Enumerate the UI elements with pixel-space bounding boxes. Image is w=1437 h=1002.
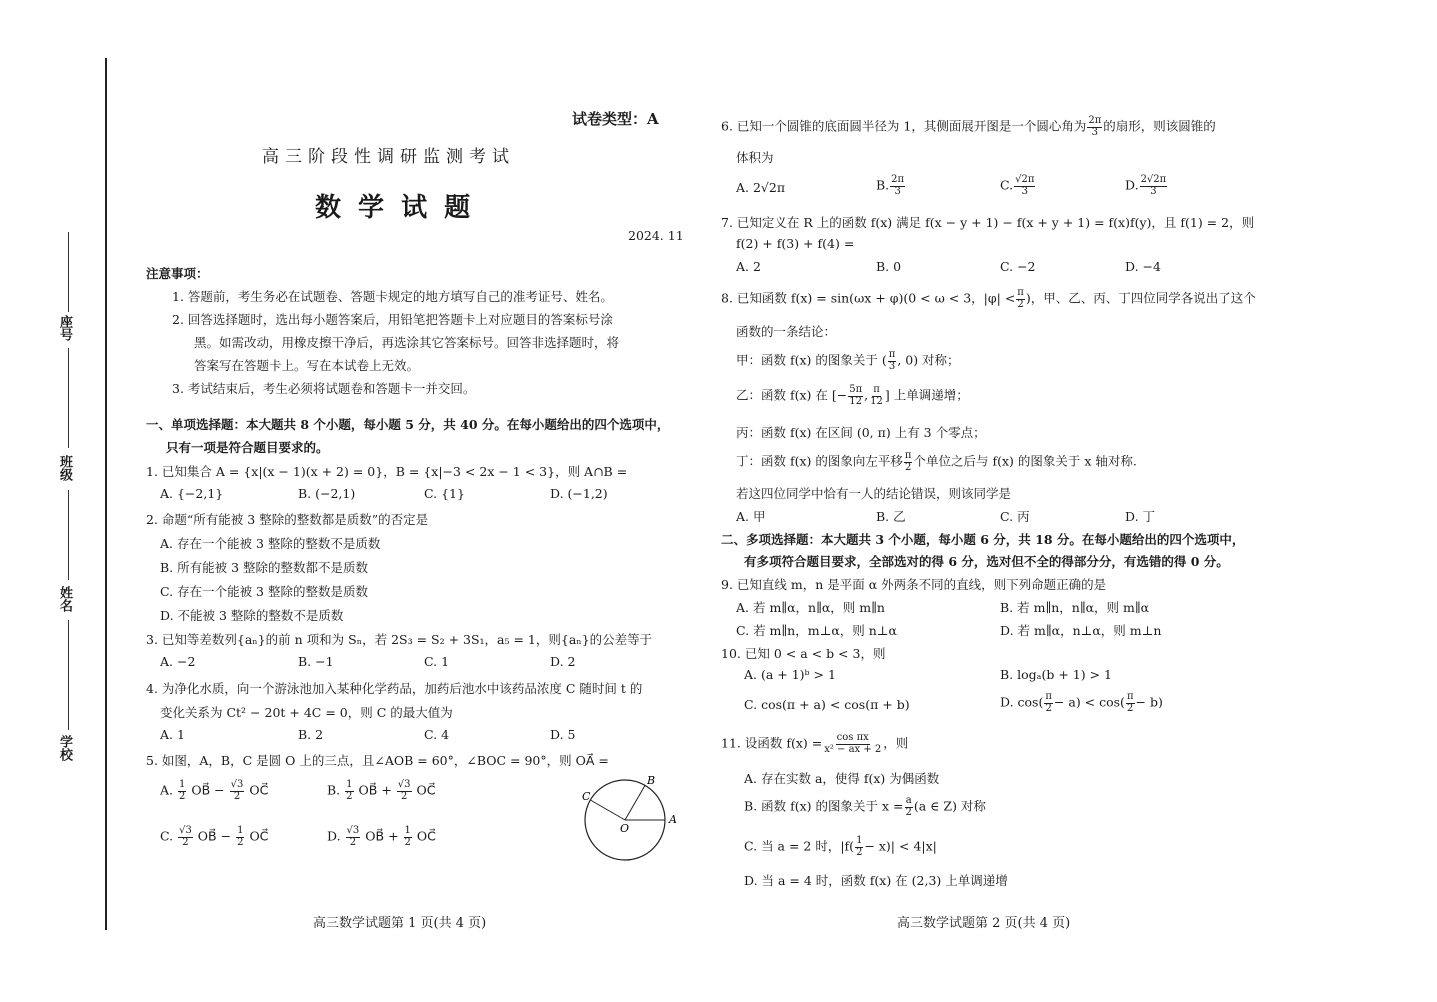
- notice-item-2-cont: 黑。如需改动，用橡皮擦干净后，再选涂其它答案标号。回答非选择题时，将: [194, 335, 620, 350]
- q11-b-pre: B. 函数 f(x) 的图象关于 x =: [744, 798, 904, 814]
- q4-stem: 4. 为净化水质，向一个游泳池加入某种化学药品，加药后池水中该药品浓度 C 随时间 t 的: [146, 681, 643, 696]
- q5-a-vec2: OC⃗: [249, 782, 269, 798]
- q6-c-den: 3: [1021, 185, 1028, 197]
- class-label: 班级: [57, 455, 72, 481]
- q8-yi-frac2: [869, 385, 884, 407]
- q9-option-b: B. 若 m∥n，n∥α，则 m∥α: [1000, 600, 1150, 615]
- q2-option-a: A. 存在一个能被 3 整除的整数不是质数: [160, 536, 381, 551]
- q6-frac-den: 3: [1091, 126, 1098, 138]
- q9-option-c: C. 若 m∥n，m⊥α，则 n⊥α: [736, 623, 897, 638]
- q4-option-b: B. 2: [298, 727, 324, 742]
- q5-c-prefix: C.: [160, 828, 174, 844]
- q6-stem-post: 的扇形，则该圆锥的: [1103, 118, 1216, 134]
- q10-stem: 10. 已知 0 < a < b < 3，则: [721, 646, 886, 661]
- q5-c-vec1: OB⃗: [197, 828, 217, 844]
- class-blank-line: [68, 490, 69, 580]
- notice-item-2-cont2: 答案写在答题卡上。写在本试卷上无效。: [194, 358, 420, 373]
- q5-b-prefix: B.: [327, 782, 341, 798]
- q8-statement-yi: [736, 385, 969, 407]
- q10-d-mid: − a) < cos(: [1053, 694, 1125, 710]
- q10-option-b: B. logₐ(b + 1) > 1: [1000, 667, 1112, 682]
- q2-option-d: D. 不能被 3 整除的整数不是质数: [160, 608, 344, 623]
- q6-option-c: [1000, 175, 1036, 197]
- q5-c-frac2: [236, 826, 244, 848]
- q5-c-op: −: [220, 828, 232, 844]
- q8-frac-num: π: [1017, 287, 1024, 298]
- q6-b-num: 2π: [891, 174, 905, 185]
- q6-option-b: [876, 175, 906, 197]
- q11-b-num: a: [905, 795, 912, 806]
- q9-stem: 9. 已知直线 m，n 是平面 α 外两条不同的直线，则下列命题正确的是: [721, 577, 1107, 592]
- q8-ding-frac: [904, 451, 913, 473]
- notice-item-1: 1. 答题前，考生务必在试题卷、答题卡规定的地方填写自己的准考证号、姓名。: [172, 289, 613, 304]
- q6-stem-cont: 体积为: [736, 150, 774, 165]
- q5-d-frac1-den: 2: [349, 836, 357, 848]
- seat-blank-line-2: [68, 348, 69, 448]
- point-a-label: A: [669, 813, 677, 826]
- q5-a-frac1-den: 2: [179, 790, 186, 802]
- q11-option-c: [744, 836, 937, 858]
- q5-option-c: [160, 826, 268, 848]
- q3-option-d: D. 2: [550, 654, 576, 669]
- q11-c-den: 2: [856, 846, 863, 858]
- q5-d-prefix: D.: [327, 828, 341, 844]
- q5-b-frac1-den: 2: [346, 790, 353, 802]
- q5-circle-figure: [578, 770, 688, 870]
- q5-a-frac2: [230, 780, 245, 802]
- seat-label: 座号: [57, 315, 72, 341]
- q5-b-vec2: OC⃗: [416, 782, 436, 798]
- q5-d-frac1-num: √3: [346, 825, 360, 836]
- q8-option-a: A. 甲: [736, 509, 766, 524]
- q6-option-d: [1125, 175, 1168, 197]
- q11-stem-post: ，则: [883, 735, 909, 751]
- q5-a-vec1: OB⃗: [191, 782, 211, 798]
- notice-title: 注意事项：: [146, 266, 209, 281]
- q7-option-d: D. −4: [1125, 259, 1161, 274]
- q8-stem-pre: 8. 已知函数 f(x) = sin(ωx + φ)(0 < ω < 3，|φ| <: [721, 290, 1016, 306]
- q5-c-frac1: [178, 826, 193, 848]
- exam-date: 2024. 11: [628, 228, 684, 243]
- notice-item-2: 2. 回答选择题时，选出每小题答案后，用铅笔把答题卡上对应题目的答案标号涂: [172, 312, 613, 327]
- q5-b-frac1-num: 1: [346, 779, 353, 790]
- q8-ding-pre: 丁：函数 f(x) 的图象向左平移: [736, 453, 903, 469]
- q6-b-den: 3: [894, 185, 901, 197]
- footer-left: 高三数学试题第 1 页(共 4 页): [313, 916, 487, 931]
- q11-c-post: − x)| < 4|x|: [864, 838, 937, 854]
- q11-stem-pre: 11. 设函数 f(x) =: [721, 735, 823, 751]
- q1-option-d: D. (−1,2): [550, 486, 608, 501]
- point-o-label: O: [620, 822, 630, 835]
- q5-b-vec1: OB⃗: [358, 782, 378, 798]
- q5-c-frac1-num: √3: [179, 825, 192, 836]
- q8-statement-bing: 丙：函数 f(x) 在区间 (0, π) 上有 3 个零点；: [736, 425, 986, 440]
- q11-stem: [721, 733, 908, 755]
- q5-d-frac1: [346, 826, 361, 848]
- q5-a-frac2-den: 2: [233, 790, 241, 802]
- q1-stem: 1. 已知集合 A = {x|(x − 1)(x + 2) = 0}，B = {x|−3 < 2x − 1 < 3}，则 A∩B =: [146, 464, 628, 479]
- q5-d-vec1: OB⃗: [365, 828, 385, 844]
- section1-heading-cont: 只有一项是符合题目要求的。: [166, 440, 329, 455]
- q5-c-frac2-den: 2: [237, 836, 244, 848]
- q6-option-a: A. 2√2π: [736, 180, 786, 195]
- q11-stem-frac: [823, 733, 882, 755]
- q8-jia-den: 3: [888, 360, 896, 372]
- q6-c-num: √2π: [1015, 174, 1035, 185]
- q8-stem-cont: 函数的一条结论：: [736, 324, 837, 339]
- q5-d-op: +: [388, 828, 399, 844]
- q10-option-c: C. cos(π + a) < cos(π + b): [744, 697, 910, 712]
- q11-c-frac: [855, 836, 863, 858]
- q10-d-pre: D. cos(: [1000, 694, 1044, 710]
- paper-type: 试卷类型：A: [572, 110, 659, 128]
- q5-c-frac1-den: 2: [182, 836, 189, 848]
- q7-option-c: C. −2: [1000, 259, 1036, 274]
- q5-c-vec2: OC⃗: [249, 828, 269, 844]
- q5-d-frac2: [404, 826, 412, 848]
- q5-a-prefix: A.: [160, 782, 174, 798]
- q8-jia-num: π: [888, 349, 896, 360]
- q5-option-a: [160, 780, 268, 802]
- q10-d-post: − b): [1135, 694, 1163, 710]
- q5-c-frac2-num: 1: [237, 825, 244, 836]
- q8-option-d: D. 丁: [1125, 509, 1156, 524]
- section1-heading: 一、单项选择题：本大题共 8 个小题，每小题 5 分，共 40 分。在每小题给出的四个选项中，: [146, 417, 670, 432]
- q11-option-a: A. 存在实数 a，使得 f(x) 为偶函数: [744, 771, 940, 786]
- q2-option-b: B. 所有能被 3 整除的整数都不是质数: [160, 560, 369, 575]
- q6-b-frac: [890, 175, 905, 197]
- q11-option-d: D. 当 a = 4 时，函数 f(x) 在 (2,3) 上单调递增: [744, 873, 1008, 888]
- q6-d-den: 3: [1150, 185, 1157, 197]
- q4-option-a: A. 1: [160, 727, 185, 742]
- q8-stem: [721, 288, 1256, 310]
- q5-a-op: −: [214, 782, 225, 798]
- q7-stem-cont: f(2) + f(3) + f(4) =: [736, 236, 855, 251]
- school-label: 学校: [57, 735, 72, 761]
- q11-option-b: [744, 796, 986, 818]
- q10-option-d: [1000, 692, 1163, 714]
- q4-stem-cont: 变化关系为 Ct² − 20t + 4C = 0，则 C 的最大值为: [160, 705, 453, 720]
- q8-yi-den2: 12: [870, 395, 883, 407]
- q9-option-a: A. 若 m∥α，n∥α，则 m∥n: [736, 600, 885, 615]
- q3-option-b: B. −1: [298, 654, 334, 669]
- q5-option-d: [327, 826, 436, 848]
- q8-ding-post: 个单位之后与 f(x) 的图象关于 x 轴对称.: [913, 453, 1137, 469]
- notice-item-3: 3. 考试结束后，考生必须将试题卷和答题卡一并交回。: [172, 381, 476, 396]
- q8-ding-den: 2: [904, 461, 912, 473]
- q1-option-a: A. {−2,1}: [160, 486, 224, 501]
- q5-b-frac2-num: √3: [397, 779, 411, 790]
- q10-d-den2: 2: [1127, 702, 1134, 714]
- subject-title: 数 学 试 题: [315, 193, 475, 223]
- q8-stem-post: )，甲、乙、丙、丁四位同学各说出了这个: [1025, 290, 1256, 306]
- seat-blank-line: [68, 232, 69, 312]
- q3-option-c: C. 1: [424, 654, 450, 669]
- footer-right: 高三数学试题第 2 页(共 4 页): [897, 916, 1071, 931]
- q8-yi-frac1: [848, 385, 863, 407]
- q11-frac-num: cos πx: [836, 732, 869, 743]
- q5-a-frac2-num: √3: [230, 779, 244, 790]
- q5-b-frac2: [397, 780, 412, 802]
- q2-stem: 2. 命题“所有能被 3 整除的整数都是质数”的否定是: [146, 512, 429, 527]
- point-b-label: B: [647, 774, 656, 787]
- q8-frac-den: 2: [1017, 298, 1024, 310]
- q6-stem: [721, 116, 1216, 138]
- q5-d-frac2-num: 1: [404, 825, 411, 836]
- q10-d-frac1: [1044, 692, 1053, 714]
- q5-d-frac2-den: 2: [404, 836, 411, 848]
- q8-yi-pre: 乙：函数 f(x) 在 [−: [736, 387, 848, 403]
- q6-d-num: 2√2π: [1140, 174, 1167, 185]
- q4-option-d: D. 5: [550, 727, 576, 742]
- q7-option-a: A. 2: [736, 259, 761, 274]
- q8-jia-frac: [888, 350, 897, 372]
- q5-b-frac2-den: 2: [400, 790, 408, 802]
- radius-oc: [590, 800, 625, 820]
- q8-ding-num: π: [904, 450, 912, 461]
- q6-d-frac: [1140, 175, 1168, 197]
- q11-b-post: (a ∈ Z) 对称: [913, 798, 986, 814]
- q8-option-b: B. 乙: [876, 509, 906, 524]
- q5-stem: 5. 如图，A，B，C 是圆 O 上的三点，且∠AOB = 60°，∠BOC = 90°，则 OA⃗ =: [146, 753, 609, 768]
- section2-heading: 二、多项选择题：本大题共 3 个小题，每小题 6 分，共 18 分。在每小题给出的四个选项中，: [721, 532, 1245, 547]
- q11-c-pre: C. 当 a = 2 时，|f(: [744, 838, 855, 854]
- q6-b-prefix: B.: [876, 177, 890, 193]
- point-c-label: C: [582, 790, 591, 803]
- radius-ob: [625, 785, 645, 820]
- q10-d-num1: π: [1045, 691, 1052, 702]
- q8-yi-num1: 5π: [849, 384, 863, 395]
- q10-d-num2: π: [1126, 691, 1134, 702]
- q11-frac-den: x² − ax + 2: [824, 743, 882, 755]
- q6-frac-num: 2π: [1088, 115, 1102, 126]
- q3-option-a: A. −2: [160, 654, 196, 669]
- q8-yi-num2: π: [873, 384, 880, 395]
- q1-option-c: C. {1}: [424, 486, 465, 501]
- q8-yi-den1: 12: [849, 395, 863, 407]
- exam-name: 高三阶段性调研监测考试: [262, 147, 515, 167]
- q5-a-frac1-num: 1: [179, 779, 186, 790]
- q8-yi-sep: ,: [864, 387, 869, 403]
- q8-question: 若这四位同学中恰有一人的结论错误，则该同学是: [736, 486, 1012, 501]
- section2-heading-cont: 有多项符合题目要求，全部选对的得 6 分，选对但不全的得部分分，有选错的得 0 分。: [744, 554, 1229, 569]
- name-label: 姓名: [57, 586, 72, 612]
- q5-a-frac1: [178, 780, 186, 802]
- q6-d-prefix: D.: [1125, 177, 1139, 193]
- q8-statement-jia: [736, 350, 960, 372]
- q11-b-den: 2: [905, 806, 912, 818]
- q11-b-frac: [904, 796, 912, 818]
- q5-b-op: +: [381, 782, 392, 798]
- q8-option-c: C. 丙: [1000, 509, 1030, 524]
- q8-stem-frac: [1016, 288, 1025, 310]
- q8-yi-post: ] 上单调递增；: [884, 387, 969, 403]
- q11-c-num: 1: [856, 835, 863, 846]
- q8-jia-post: , 0) 对称；: [897, 352, 960, 368]
- q4-option-c: C. 4: [424, 727, 450, 742]
- q5-option-b: [327, 780, 436, 802]
- q10-d-frac2: [1126, 692, 1135, 714]
- q6-c-prefix: C.: [1000, 177, 1014, 193]
- q7-option-b: B. 0: [876, 259, 902, 274]
- binding-line: [105, 58, 107, 930]
- q6-stem-pre: 6. 已知一个圆锥的底面圆半径为 1，其侧面展开图是一个圆心角为: [721, 118, 1087, 134]
- name-blank-line: [68, 620, 69, 730]
- q8-jia-pre: 甲：函数 f(x) 的图象关于 (: [736, 352, 887, 368]
- q6-c-frac: [1014, 175, 1035, 197]
- q10-d-den1: 2: [1045, 702, 1052, 714]
- q5-b-frac1: [345, 780, 353, 802]
- q8-statement-ding: [736, 451, 1137, 473]
- q5-d-vec2: OC⃗: [416, 828, 436, 844]
- q3-stem: 3. 已知等差数列{aₙ}的前 n 项和为 Sₙ，若 2S₃ = S₂ + 3S₁，a₅ = 1，则{aₙ}的公差等于: [146, 632, 653, 647]
- q9-option-d: D. 若 m∥α，n⊥α，则 m⊥n: [1000, 623, 1162, 638]
- q2-option-c: C. 存在一个能被 3 整除的整数是质数: [160, 584, 368, 599]
- q7-stem: 7. 已知定义在 R 上的函数 f(x) 满足 f(x − y + 1) − f(x + y + 1) = f(x)f(y)，且 f(1) = 2，则: [721, 215, 1255, 230]
- q6-stem-frac: [1087, 116, 1102, 138]
- q10-option-a: A. (a + 1)ᵇ > 1: [744, 667, 836, 682]
- q1-option-b: B. (−2,1): [298, 486, 356, 501]
